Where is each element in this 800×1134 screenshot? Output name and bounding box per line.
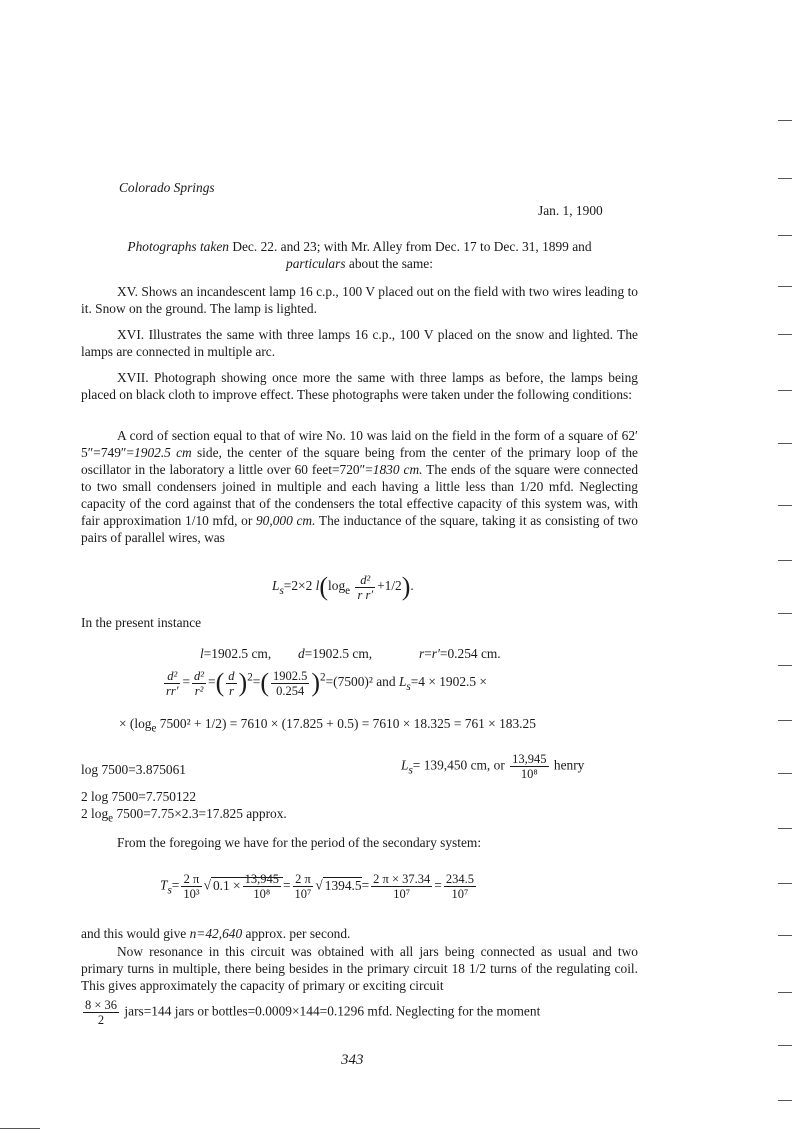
jars-text: jars=144 jars or bottles=0.0009×144=0.1296 mfd. Neglecting for the moment (124, 1003, 541, 1019)
log3-a: 2 log (81, 806, 109, 821)
log-line-2: 2 log 7500=7.750122 (81, 789, 197, 804)
formula-tail: +1/2 (377, 578, 402, 594)
values-d: d=1902.5 cm, (298, 646, 373, 661)
ls-result-num: 13,945 (512, 752, 547, 766)
frequency-line (81, 926, 350, 942)
henry-unit: henry (553, 757, 585, 773)
page-number: 343 (341, 1052, 364, 1068)
ratio-tail: =(7500)² and (325, 674, 396, 690)
ratio-frac3-den: r (228, 683, 234, 698)
period-f1-num: 2 π (181, 872, 201, 887)
inductance-formula: $L_s=2\times 2$ $l(\log_e$ $\frac{\text{d²}}{\text{r r′}}$ +1/2). (272, 572, 414, 602)
paragraph-xvii: XVII. Photograph showing once more the same with three lamps as before, the lamps being placed on black cloth to improve effect. These photographs were taken under the following conditions: (81, 370, 638, 402)
period-f3-den: 10⁷ (294, 887, 312, 901)
period-sqrt-b: 1394.5 (324, 877, 362, 893)
formula-ls-mid: =2×2 (283, 578, 316, 594)
place-heading: Colorado Springs (119, 180, 215, 195)
log-line-1: log 7500=3.875061 (81, 762, 187, 777)
values-l: l=1902.5 cm, (200, 646, 272, 661)
ratio-ls-value: =4 × 1902.5 × (410, 674, 487, 690)
period-sqrt-a: 0.1 × (212, 877, 241, 893)
period-symbol: T (160, 877, 168, 893)
intro-lead: Photographs taken (127, 239, 229, 254)
jar-frac-den: 2 (97, 1013, 105, 1027)
period-f3-num: 2 π (293, 872, 314, 887)
ratio-frac3-num: d (228, 668, 235, 683)
frequency-c: approx. per second. (242, 926, 351, 941)
margin-mark (778, 178, 792, 179)
margin-mark (778, 828, 792, 829)
paragraph-xv: XV. Shows an incandescent lamp 16 c.p., 100 V placed out on the field with two wires leading to it. Snow on the ground. The lamp is lighted. (81, 284, 638, 316)
cord-text-c: side, the center of the square being from the center of the primary loop of the oscillator in the laboratory a little over 60 feet=720″= (81, 445, 638, 477)
period-f5-num: 234.5 (445, 872, 474, 886)
margin-mark (778, 992, 792, 993)
cord-text-b: 1902.5 cm (134, 445, 192, 460)
margin-mark (778, 883, 792, 884)
ls-result-symbol: L (401, 757, 409, 773)
margin-mark (778, 505, 792, 506)
margin-mark (778, 334, 792, 335)
paragraph-xvi: XVI. Illustrates the same with three lamps 16 c.p., 100 V placed on the snow and lighted. The lamps are connected in multiple arc. (81, 327, 638, 359)
margin-mark (778, 1045, 792, 1046)
cord-text-e: The ends of the square were connected to two small condensers joined in multiple and each having a little less than 1/20 mfd. Neglecting capacity of the cord against that of the condensers the total effective capacity of this system was, with fair approximation 1/10 mfd, or (81, 462, 639, 528)
ls-result (401, 752, 584, 781)
margin-mark (778, 935, 792, 936)
log3-b: 7500=7.75×2.3=17.825 approx. (113, 806, 287, 821)
period-f4-den: 10⁷ (393, 887, 411, 901)
margin-mark (778, 773, 792, 774)
formula-log: log (328, 578, 346, 594)
values-r: r=r′=0.254 cm. (419, 646, 501, 661)
formula-log-base: e (345, 584, 351, 597)
ratio-frac4-den: 0.254 (276, 683, 305, 698)
margin-mark (778, 235, 792, 236)
margin-mark (778, 443, 792, 444)
formula-ls-sub: s (279, 584, 284, 597)
expansion-sub: e (151, 722, 157, 735)
ratio-equation: $\frac{\text{d²}}{rr'}$ = $\frac{\text{d²}}{\text{r²}}$ =( $\frac{d}{r}$ )$^2$=( $\frac{1902.5}{0.254}$ )$^2$=(7500)² and $L_s=4 \times 1902.5$ × (166, 668, 487, 698)
margin-mark (778, 720, 792, 721)
ratio-frac4-num: 1902.5 (273, 668, 308, 683)
formula-fraction-num: d² (355, 573, 375, 588)
period-f4-num: 2 π × 37.34 (373, 872, 431, 886)
date-line: Jan. 1, 1900 (538, 203, 603, 218)
jar-frac-num: 8 × 36 (85, 998, 118, 1012)
period-f5-den: 10⁷ (451, 887, 469, 901)
period-f1-den: 10³ (183, 887, 200, 901)
period-f2-den: 10⁸ (253, 887, 271, 901)
margin-mark (778, 120, 792, 121)
cord-text-g: The inductance of the square, taking it as consisting of two pairs of parallel wires, was (81, 513, 638, 545)
ls-result-text: = 139,450 cm, or (412, 757, 505, 773)
formula-ls-l: l (315, 578, 320, 594)
margin-mark (778, 390, 792, 391)
margin-mark (778, 613, 792, 614)
cord-text-d: 1830 cm. (372, 462, 423, 477)
margin-mark (778, 286, 792, 287)
paragraph-resonance: Now resonance in this circuit was obtained with all jars being connected as usual and two primary turns in multiple, there being besides in the primary circuit 18 1/2 turns of the regulating coil. This gives approximately the capacity of primary or exciting circuit (81, 944, 638, 993)
frequency-value: n=42,640 (189, 926, 243, 941)
intro-rest2: about the same: (345, 256, 433, 271)
ratio-frac2-num: d² (194, 668, 205, 683)
expansion-a: × (log (119, 716, 152, 731)
margin-mark (778, 560, 792, 561)
period-f2-num: 13,945 (244, 872, 279, 886)
period-formula: $T_s=$ $\frac{2 \pi}{\text{10³}}$ √ 0.1 × $\frac{13,945}{\text{10⁸}}$ = $\frac{2 \pi}{\text{10⁷}}$ √ 1394.5= $\frac{2 \pi \times 37.34}{\text{10⁷}}$ = $\frac{234.5}{\text{10⁷}}$ (160, 872, 474, 901)
expansion-line (119, 716, 536, 735)
margin-mark (778, 665, 792, 666)
scan-edge-mark (0, 1128, 40, 1129)
formula-fraction (355, 573, 375, 602)
frequency-a: and this would give (81, 926, 190, 941)
formula-fraction-den: r r′ (357, 587, 374, 602)
ratio-frac1-den: rr′ (166, 683, 179, 698)
paragraph-cord (81, 427, 638, 546)
cord-text-f: 90,000 cm. (255, 513, 316, 528)
log-line-3 (81, 806, 287, 825)
ls-result-sub: s (408, 764, 413, 777)
cord-text-a: A cord of section equal to that of wire No. 10 was laid on the field in the form of a square of 62′ 5″=749″= (81, 428, 638, 460)
margin-mark (778, 1100, 792, 1101)
intro-lead2: particulars (286, 256, 346, 271)
expansion-b: 7500² + 1/2) = 7610 × (17.825 + 0.5) = 7610 × 18.325 = 761 × 183.25 (156, 716, 536, 731)
intro-rest1: Dec. 22. and 23; with Mr. Alley from Dec. 17 to Dec. 31, 1899 and (228, 239, 592, 254)
log3-sub: e (108, 812, 114, 825)
ls-result-den: 10⁸ (520, 767, 538, 781)
intro-paragraph (81, 238, 638, 272)
jars-line (81, 998, 540, 1027)
ratio-frac2-den: r² (194, 683, 204, 698)
present-instance-text: In the present instance (81, 615, 202, 630)
ratio-frac1-num: d² (164, 669, 180, 684)
period-sub: s (167, 884, 172, 897)
foregoing-text: From the foregoing we have for the period of the secondary system: (117, 835, 482, 850)
formula-ls-symbol: L (272, 578, 280, 594)
